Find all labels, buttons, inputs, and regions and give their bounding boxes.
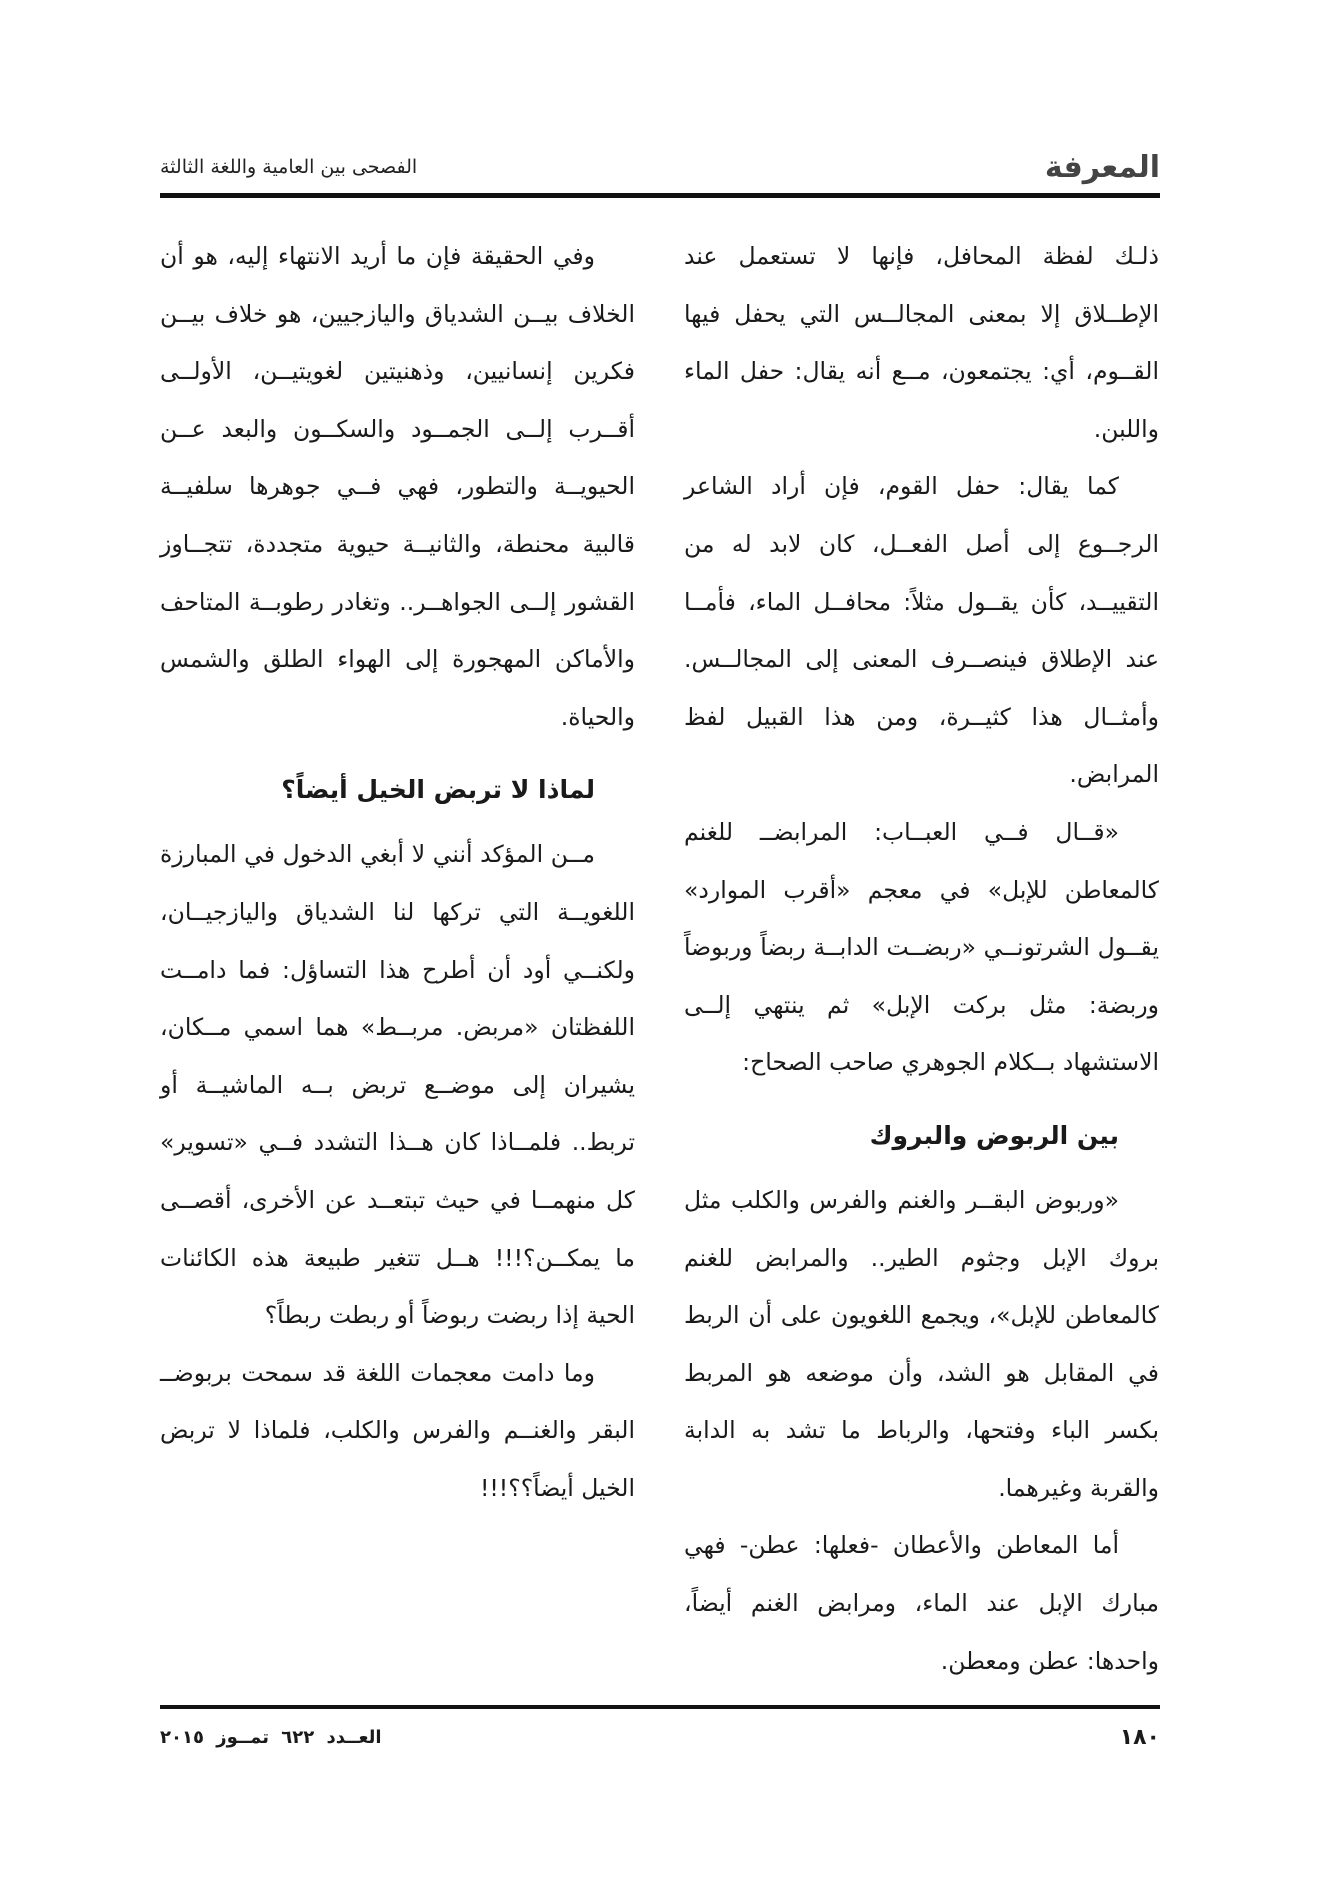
footer-rule [160, 1705, 1160, 1709]
issue-info: العــدد ٦٢٢ تمــوز ٢٠١٥ [160, 1727, 382, 1748]
page-footer [160, 1725, 1160, 1765]
paragraph: كما يقال: حفل القوم، فإن أراد الشاعر الرجــوع إلى أصل الفعــل، كان لابد له من التقييــد، كأن يقــول مثلاً: محافــل الماء، فأمــا عند الإطلاق فينصــرف المعنى إلى المجالــس. وأمثــال هذا كثيــرة، ومن هذا القبيل لفظ المرابض. [684, 472, 1159, 789]
header-rule [160, 193, 1160, 198]
paragraph: وما دامت معجمات اللغة قد سمحت بربوضــ البقر والغنــم والفرس والكلب، فلماذا لا تربض الخيل أيضاً؟؟!!! [160, 1358, 635, 1502]
paragraph: «وربوض البقــر والغنم والفرس والكلب مثل بروك الإبل وجثوم الطير.. والمرابض للغنم كالمعاطن للإبل»، ويجمع اللغويون على أن الربط في المقابل هو الشد، وأن موضعه هو المربط بكسر الباء وفتحها، والرباط ما تشد به الدابة والقربة وغيرهما. [684, 1185, 1159, 1502]
paragraph: وفي الحقيقة فإن ما أريد الانتهاء إليه، هو أن الخلاف بيــن الشدياق واليازجيين، هو خلاف بيــن فكرين إنسانيين، وذهنيتين لغويتيــن، الأولــى أقــرب إلــى الجمــود والسكــون والبعد عــن الحيويــة والتطور، فهي فــي جوهرها سلفيــة قالبية محنطة، والثانيــة حيوية متجددة، تتجــاوز القشور إلــى الجواهــر.. وتغادر رطوبــة المتاحف والأماكن المهجورة إلى الهواء الطلق والشمس والحياة. [160, 242, 635, 731]
page-number: ١٨٠ [1119, 1725, 1160, 1750]
paragraph: ذلـك لفظة المحافل، فإنها لا تستعمل عند الإطــلاق إلا بمعنى المجالــس التي يحفل فيها القــوم، أي: يجتمعون، مــع أنه يقال: حفل الماء واللبن. [684, 242, 1159, 443]
magazine-logo: المعرفة [1044, 150, 1160, 185]
running-title: الفصحى بين العامية واللغة الثالثة [160, 156, 418, 178]
paragraph: مــن المؤكد أنني لا أبغي الدخول في المبارزة اللغويــة التي تركها لنا الشدياق واليازجيــان، ولكنــي أود أن أطرح هذا التساؤل: فما دامــت اللفظتان «مربض. مربــط» هما اسمي مــكان، يشيران إلى موضــع تربض بــه الماشيــة أو تربط.. فلمــاذا كان هــذا التشدد فــي «تسوير» كل منهمــا في حيث تبتعــد عن الأخرى، أقصــى ما يمكــن؟!!! هــل تتغير طبيعة هذه الكائنات الحية إذا ربضت ربوضاً أو ربطت ربطاً؟ [160, 840, 635, 1330]
paragraph: «قــال فــي العبــاب: المرابضــ للغنم كالمعاطن للإبل» في معجم «أقرب الموارد» يقــول الشرتونــي «ربضــت الدابــة ربضاً وربوضاً وربضة: مثل بركت الإبل» ثم ينتهي إلــى الاستشهاد بــكلام الجوهري صاحب الصحاح: [684, 817, 1159, 1077]
paragraph: أما المعاطن والأعطان -فعلها: عطن- فهي مبارك الإبل عند الماء، ومرابض الغنم أيضاً، واحدها: عطن ومعطن. [684, 1531, 1159, 1675]
right-column [684, 228, 1159, 1690]
section-heading: لماذا لا تربض الخيل أيضاً؟ [281, 775, 595, 805]
left-column [160, 228, 635, 1517]
section-heading: بين الربوض والبروك [869, 1120, 1119, 1150]
page-header [160, 150, 1160, 190]
